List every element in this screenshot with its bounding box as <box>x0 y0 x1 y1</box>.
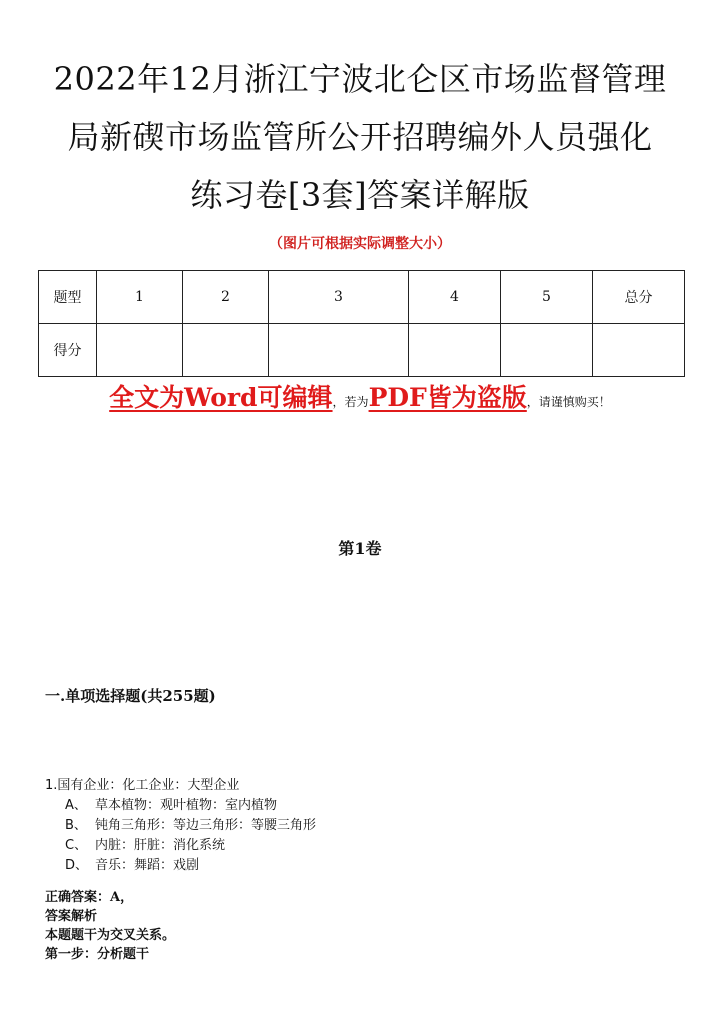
question-stem: 1.国有企业：化工企业：大型企业 <box>45 778 240 793</box>
document-title <box>30 50 690 224</box>
option-label: A、 <box>65 798 87 813</box>
option-c <box>45 836 316 856</box>
option-text: 内脏：肝脏：消化系统 <box>95 838 226 853</box>
header-cell-total: 总分 <box>593 271 685 324</box>
copyright-banner <box>0 378 720 414</box>
option-text: 草本植物：观叶植物：室内植物 <box>95 798 278 813</box>
option-text: 音乐：舞蹈：戏剧 <box>95 858 200 873</box>
score-cell <box>593 324 685 377</box>
analysis-label: 答案解析 <box>45 909 98 924</box>
image-size-note: （图片可根据实际调整大小） <box>269 236 451 252</box>
option-d <box>45 856 316 876</box>
header-cell-3: 3 <box>269 271 409 324</box>
option-b <box>45 816 316 836</box>
title-line-3: 练习卷[3套]答案详解版 <box>190 176 530 214</box>
banner-separator: ，若为 <box>332 395 369 409</box>
header-cell-5: 5 <box>501 271 593 324</box>
option-text: 钝角三角形：等边三角形：等腰三角形 <box>95 818 317 833</box>
option-a <box>45 796 316 816</box>
option-label: B、 <box>65 818 87 833</box>
correct-answer: 正确答案：A， <box>45 890 134 905</box>
option-label: C、 <box>65 838 88 853</box>
title-line-1: 2022年12月浙江宁波北仑区市场监督管理 <box>53 60 667 98</box>
score-cell <box>501 324 593 377</box>
score-cell <box>269 324 409 377</box>
score-table <box>38 270 685 377</box>
score-cell <box>97 324 183 377</box>
header-cell-4: 4 <box>409 271 501 324</box>
header-cell-2: 2 <box>183 271 269 324</box>
banner-caution: ，请谨慎购买！ <box>526 395 611 409</box>
answer-block <box>45 888 175 964</box>
title-line-2: 局新碶市场监管所公开招聘编外人员强化 <box>67 118 653 156</box>
score-table-header-row <box>39 271 685 324</box>
option-label: D、 <box>65 858 89 873</box>
volume-heading: 第1卷 <box>338 539 382 558</box>
score-cell <box>409 324 501 377</box>
question-block <box>45 776 316 876</box>
analysis-line-1: 本题题干为交叉关系。 <box>45 928 176 943</box>
header-cell-type: 题型 <box>39 271 97 324</box>
score-row-label: 得分 <box>39 324 97 377</box>
section-title: 一.单项选择题(共255题) <box>45 687 216 705</box>
analysis-line-2: 第一步：分析题干 <box>45 947 150 962</box>
banner-pdf-piracy: PDF皆为盗版 <box>368 383 527 412</box>
header-cell-1: 1 <box>97 271 183 324</box>
score-table-score-row <box>39 324 685 377</box>
score-cell <box>183 324 269 377</box>
banner-word-editable: 全文为Word可编辑 <box>109 383 333 412</box>
